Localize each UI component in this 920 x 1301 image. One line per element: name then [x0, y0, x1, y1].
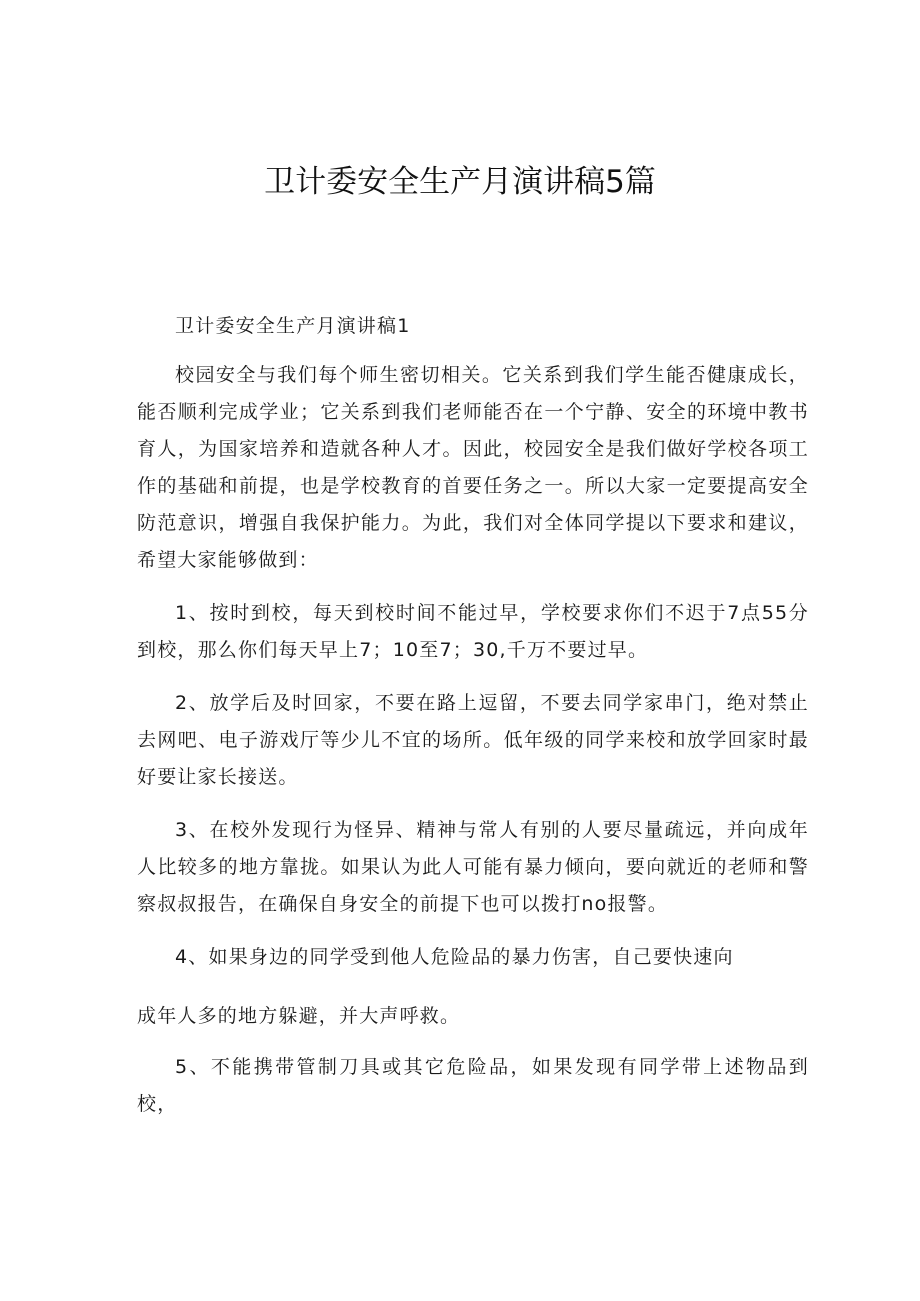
paragraph-item-4-continued: 成年人多的地方躲避，并大声呼救。 [137, 1005, 461, 1027]
paragraph-item-5: 5、不能携带管制刀具或其它危险品，如果发现有同学带上述物品到校， [137, 1056, 809, 1115]
paragraph-item-2: 2、放学后及时回家，不要在路上逗留，不要去同学家串门，绝对禁止去网吧、电子游戏厅等少儿不宜的场所。低年级的同学来校和放学回家时最好要让家长接送。 [137, 692, 809, 788]
paragraph-item-4: 4、如果身边的同学受到他人危险品的暴力伤害，自己要快速向 [175, 946, 734, 968]
section-heading: 卫计委安全生产月演讲稿1 [175, 315, 411, 337]
document-title: 卫计委安全生产月演讲稿5篇 [264, 164, 656, 200]
paragraph-item-1: 1、按时到校，每天到校时间不能过早，学校要求你们不迟于7点55分到校，那么你们每天早上7；10至7；30,千万不要过早。 [137, 602, 809, 661]
document-body [137, 308, 809, 1123]
paragraph-intro: 校园安全与我们每个师生密切相关。它关系到我们学生能否健康成长，能否顺利完成学业；它关系到我们老师能否在一个宁静、安全的环境中教书育人，为国家培养和造就各种人才。因此，校园安全是我们做好学校各项工作的基础和前提，也是学校教育的首要任务之一。所以大家一定要提高安全防范意识，增强自我保护能力。为此，我们对全体同学提以下要求和建议，希望大家能够做到： [137, 364, 809, 571]
paragraph-item-3: 3、在校外发现行为怪异、精神与常人有别的人要尽量疏远，并向成年人比较多的地方靠拢。如果认为此人可能有暴力倾向，要向就近的老师和警察叔叔报告，在确保自身安全的前提下也可以拨打no报警。 [137, 819, 809, 915]
